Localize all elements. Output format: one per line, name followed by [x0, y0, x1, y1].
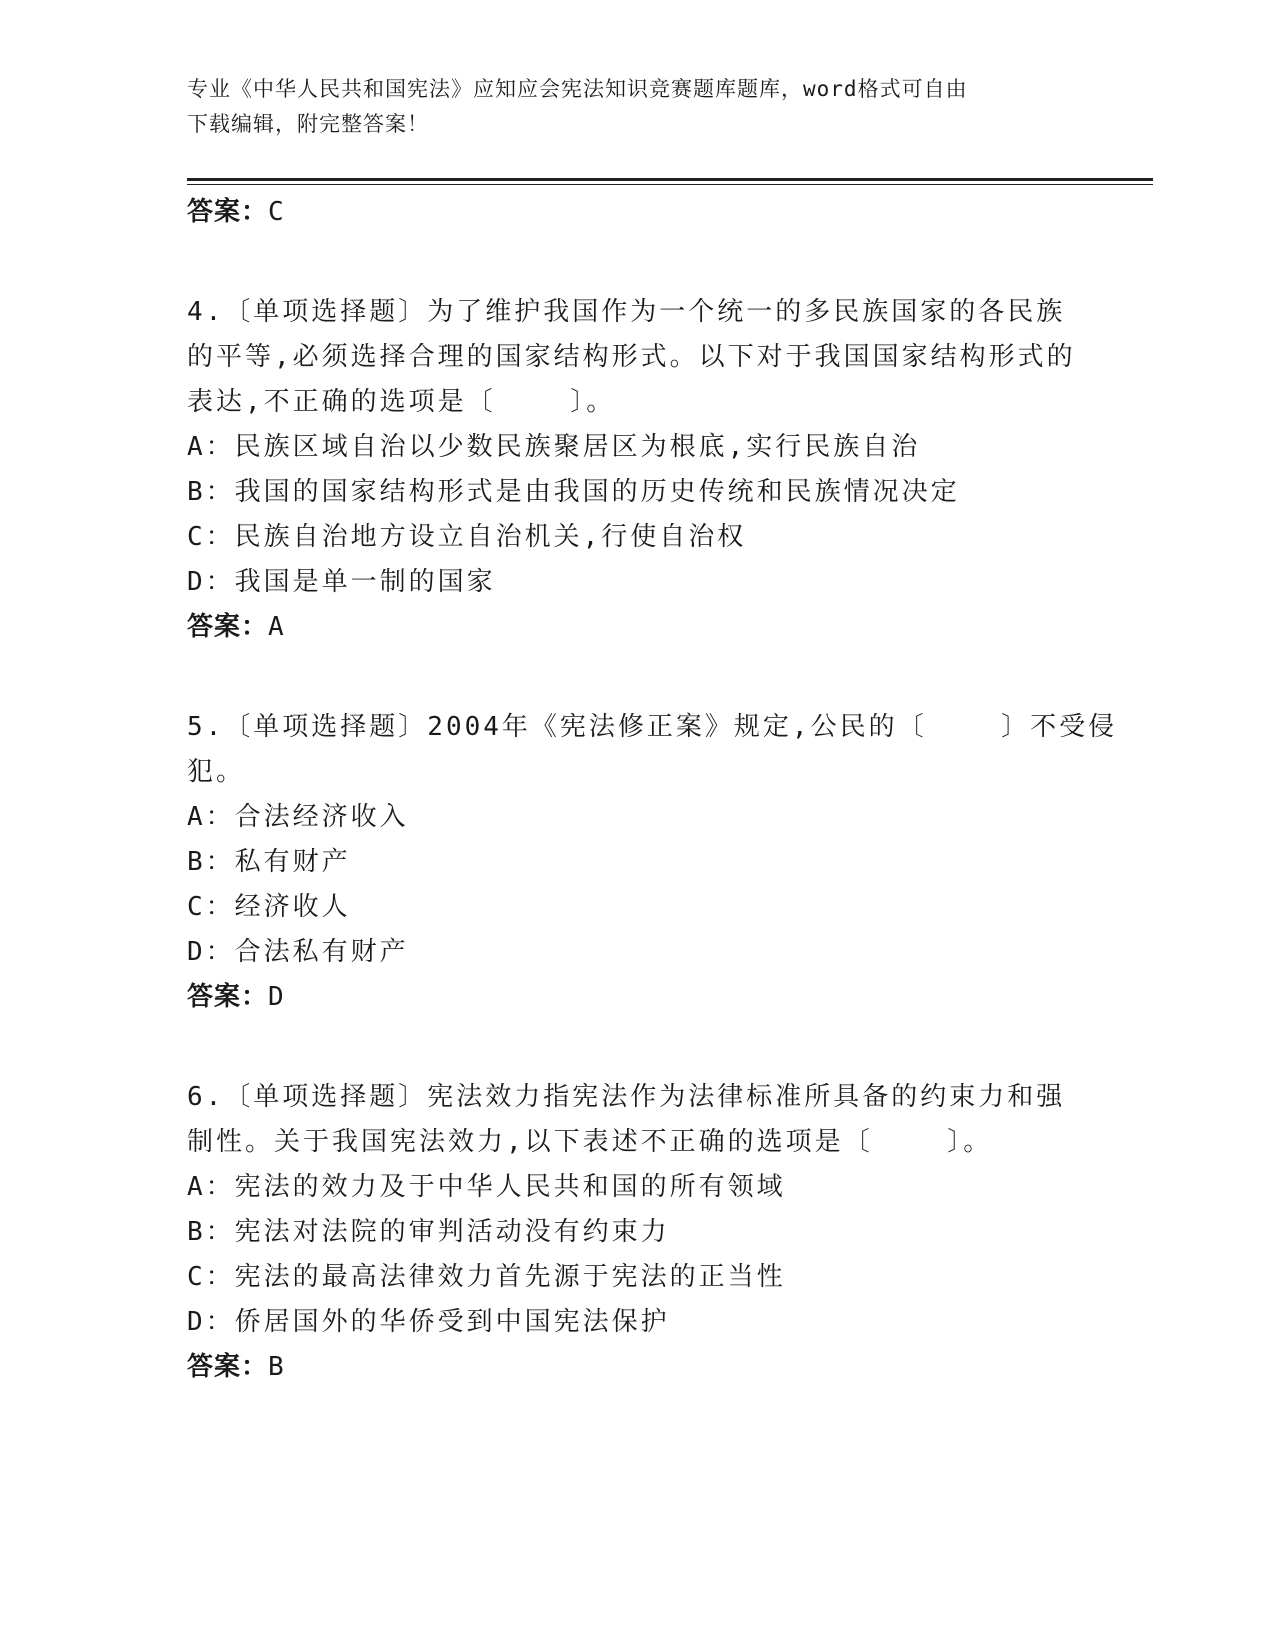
answer-value: C: [268, 197, 285, 227]
question-stem-line: 犯。: [187, 757, 246, 787]
answer-value: D: [268, 982, 285, 1012]
answer-label: 答案：: [187, 1352, 269, 1382]
question-stem-line: 4.〔单项选择题〕为了维护我国作为一个统一的多民族国家的各民族: [187, 297, 1066, 327]
option-b: B：我国的国家结构形式是由我国的历史传统和民族情况决定: [187, 477, 960, 507]
answer-line: [187, 975, 1087, 1019]
question-stem: [187, 290, 1087, 425]
question-stem-line: 表达,不正确的选项是〔 〕。: [187, 387, 616, 417]
document-body: [187, 190, 1118, 1389]
answer-line: [187, 605, 1087, 649]
option-c: C：宪法的最高法律效力首先源于宪法的正当性: [187, 1262, 786, 1292]
option-a: A：合法经济收入: [187, 802, 409, 832]
option-a: A：宪法的效力及于中华人民共和国的所有领域: [187, 1172, 786, 1202]
option-d: D：侨居国外的华侨受到中国宪法保护: [187, 1307, 670, 1337]
answer-line: [187, 1345, 1087, 1389]
header-line: 专业《中华人民共和国宪法》应知应会宪法知识竞赛题库题库，word格式可自由: [187, 77, 968, 101]
answer-value: B: [268, 1352, 285, 1382]
question-stem-line: 6.〔单项选择题〕宪法效力指宪法作为法律标准所具备的约束力和强: [187, 1082, 1066, 1112]
option-b: B：宪法对法院的审判活动没有约束力: [187, 1217, 670, 1247]
option-a: A：民族区域自治以少数民族聚居区为根底,实行民族自治: [187, 432, 921, 462]
header-line: 下载编辑，附完整答案！: [187, 112, 429, 136]
option-c: C：经济收人: [187, 892, 351, 922]
option-c: C：民族自治地方设立自治机关,行使自治权: [187, 522, 747, 552]
answer-line: [187, 190, 1087, 234]
document-header: [187, 72, 1067, 142]
answer-label: 答案：: [187, 197, 269, 227]
answer-label: 答案：: [187, 982, 269, 1012]
question-stem-line: 5.〔单项选择题〕2004年《宪法修正案》规定,公民的〔 〕不受侵: [187, 712, 1118, 742]
option-d: D：合法私有财产: [187, 937, 409, 967]
question-item: [187, 1075, 1087, 1389]
question-stem: [187, 705, 1118, 795]
question-stem-line: 的平等,必须选择合理的国家结构形式。以下对于我国国家结构形式的: [187, 342, 1076, 372]
header-divider: [187, 178, 1153, 185]
option-b: B：私有财产: [187, 847, 351, 877]
question-stem-line: 制性。关于我国宪法效力,以下表述不正确的选项是〔 〕。: [187, 1127, 993, 1157]
question-item: [187, 290, 1087, 649]
answer-label: 答案：: [187, 612, 269, 642]
question-stem: [187, 1075, 1087, 1165]
question-item: [187, 705, 1118, 1019]
option-d: D：我国是单一制的国家: [187, 567, 496, 597]
answer-value: A: [268, 612, 285, 642]
